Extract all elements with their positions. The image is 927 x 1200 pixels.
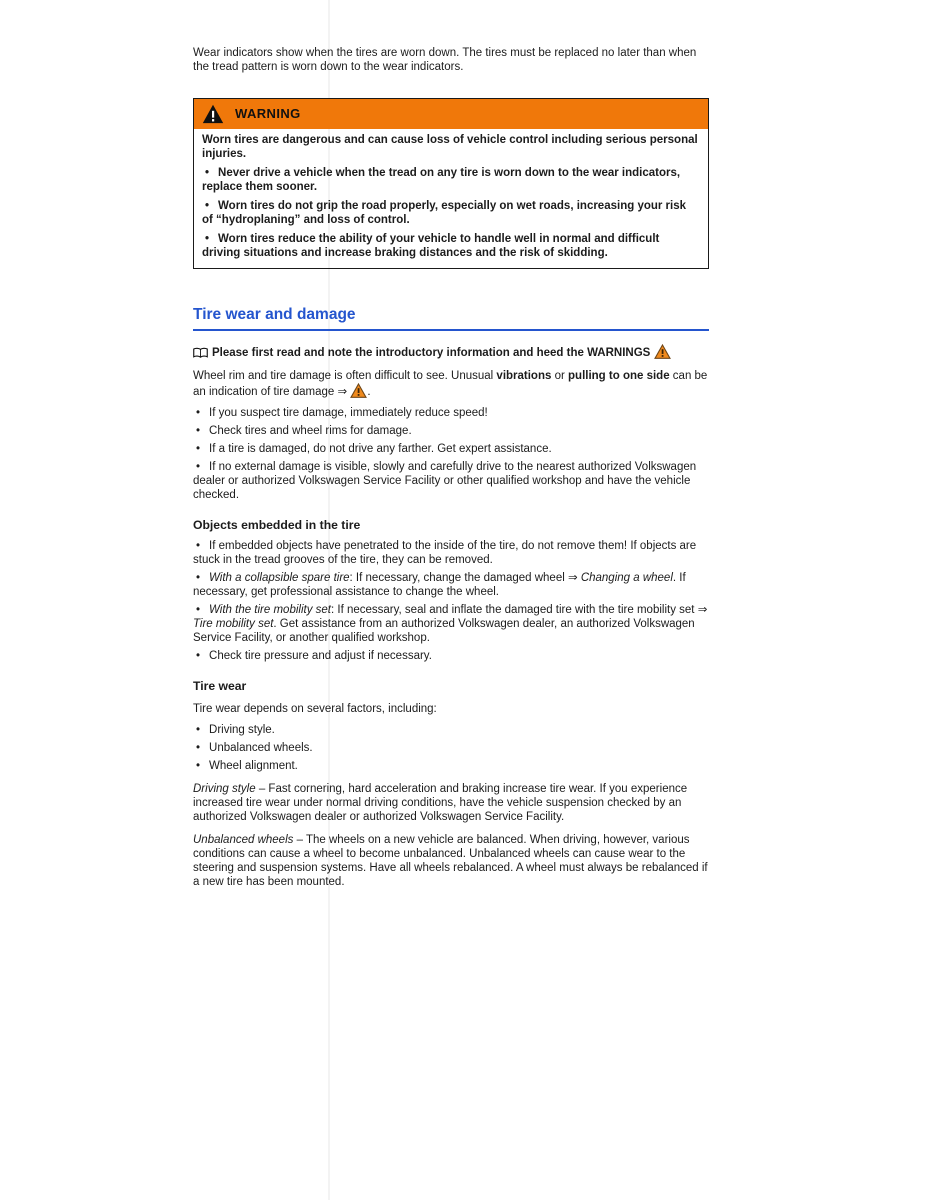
- bullet-dot: •: [196, 742, 201, 754]
- bullet-dot: •: [196, 407, 201, 419]
- list-item: • If you suspect tire damage, immediately reduce speed!: [196, 407, 488, 419]
- bullet-dot: •: [196, 650, 201, 662]
- list-item: • With the tire mobility set: If necessary, seal and inflate the damaged tire with the tire mobility set ⇒ Tire mobility set. Get assistance from an authorized Volkswagen dealer, an authorized Volkswagen Service Facility, or another qualified workshop.: [193, 604, 708, 644]
- warning-body: [194, 129, 708, 268]
- warning-lead: Worn tires are dangerous and can cause loss of vehicle control including serious personal injuries.: [202, 134, 698, 160]
- note-text: Please first read and note the introductory information and heed the WARNINGS: [212, 347, 651, 359]
- intro-paragraph: Wear indicators show when the tires are worn down. The tires must be replaced no later than when the tread pattern is worn down to the wear indicators.: [193, 47, 697, 73]
- bullet-dot: •: [196, 443, 201, 455]
- italic-text: With a collapsible spare tire: [209, 572, 350, 584]
- warning-box: [193, 98, 709, 269]
- list-item: • Worn tires reduce the ability of your vehicle to handle well in normal and difficult driving situations and increase braking distances and the risk of skidding.: [202, 233, 660, 259]
- section-heading: Tire wear and damage: [193, 306, 709, 331]
- warning-bullet-list: [202, 167, 700, 260]
- list-item: • Wheel alignment.: [196, 760, 298, 772]
- bullet-dot: •: [196, 724, 201, 736]
- italic-text: Unbalanced wheels: [193, 834, 294, 846]
- italic-text: Tire mobility set: [193, 618, 274, 630]
- bullet-dot: •: [196, 425, 201, 437]
- bullet-list: [193, 539, 709, 663]
- bullet-dot: •: [196, 461, 201, 473]
- bold-text: vibrations: [496, 370, 552, 382]
- list-item: • Driving style.: [196, 724, 275, 736]
- bullet-dot: •: [196, 760, 201, 772]
- page-content: [193, 46, 709, 889]
- bullet-list: [193, 406, 709, 502]
- list-item: • Unbalanced wheels.: [196, 742, 313, 754]
- warning-header: [194, 99, 708, 129]
- list-item: • If a tire is damaged, do not drive any farther. Get expert assistance.: [196, 443, 552, 455]
- warning-triangle-icon: [350, 383, 367, 398]
- list-item: • Worn tires do not grip the road properly, especially on wet roads, increasing your risk of “hydroplaning” and loss of control.: [202, 200, 687, 226]
- paragraph: Tire wear depends on several factors, including:: [193, 703, 437, 715]
- bullet-list: [193, 723, 709, 773]
- bullet-dot: •: [196, 572, 201, 584]
- list-item: • Check tires and wheel rims for damage.: [196, 425, 412, 437]
- italic-text: With the tire mobility set: [209, 604, 331, 616]
- section-blocks: [193, 369, 709, 889]
- warning-triangle-icon: [654, 344, 671, 359]
- italic-text: Changing a wheel: [580, 572, 673, 584]
- list-item: • Check tire pressure and adjust if necessary.: [196, 650, 432, 662]
- list-item: • If embedded objects have penetrated to the inside of the tire, do not remove them! If objects are stuck in the tread grooves of the tire, they can be removed.: [193, 540, 697, 566]
- paragraph: Driving style – Fast cornering, hard acceleration and braking increase tire wear. If you experience increased tire wear under normal driving conditions, have the vehicle suspension checked by an authorized Volkswagen dealer or authorized Volkswagen Service Facility.: [193, 783, 688, 823]
- subsection-heading: Tire wear: [193, 679, 247, 693]
- note-line: [193, 344, 709, 360]
- list-item: • With a collapsible spare tire: If necessary, change the damaged wheel ⇒ Changing a wheel. If necessary, get professional assistance to change the wheel.: [193, 572, 686, 598]
- paragraph: Wheel rim and tire damage is often difficult to see. Unusual vibrations or pulling to one side can be an indication of tire damage ⇒ .: [193, 370, 708, 398]
- book-icon: [193, 347, 208, 359]
- bullet-dot: •: [205, 167, 210, 179]
- bullet-dot: •: [196, 540, 201, 552]
- warning-title: WARNING: [235, 106, 301, 121]
- subsection-heading: Objects embedded in the tire: [193, 518, 361, 532]
- bold-text: pulling to one side: [568, 370, 670, 382]
- list-item: • Never drive a vehicle when the tread on any tire is worn down to the wear indicators, replace them sooner.: [202, 167, 681, 193]
- italic-text: Driving style: [193, 783, 256, 795]
- list-item: • If no external damage is visible, slowly and carefully drive to the nearest authorized Volkswagen dealer or authorized Volkswagen Service Facility or other qualified workshop and have the vehicle checked.: [193, 461, 697, 501]
- bullet-dot: •: [205, 200, 210, 212]
- warning-triangle-dark-icon: [202, 104, 224, 124]
- bullet-dot: •: [196, 604, 201, 616]
- paragraph: Unbalanced wheels – The wheels on a new vehicle are balanced. When driving, however, various conditions can cause a wheel to become unbalanced. Unbalanced wheels can cause wear to the steering and suspension systems. Have all wheels rebalanced. A wheel must always be rebalanced if a new tire has been mounted.: [193, 834, 708, 888]
- bullet-dot: •: [205, 233, 210, 245]
